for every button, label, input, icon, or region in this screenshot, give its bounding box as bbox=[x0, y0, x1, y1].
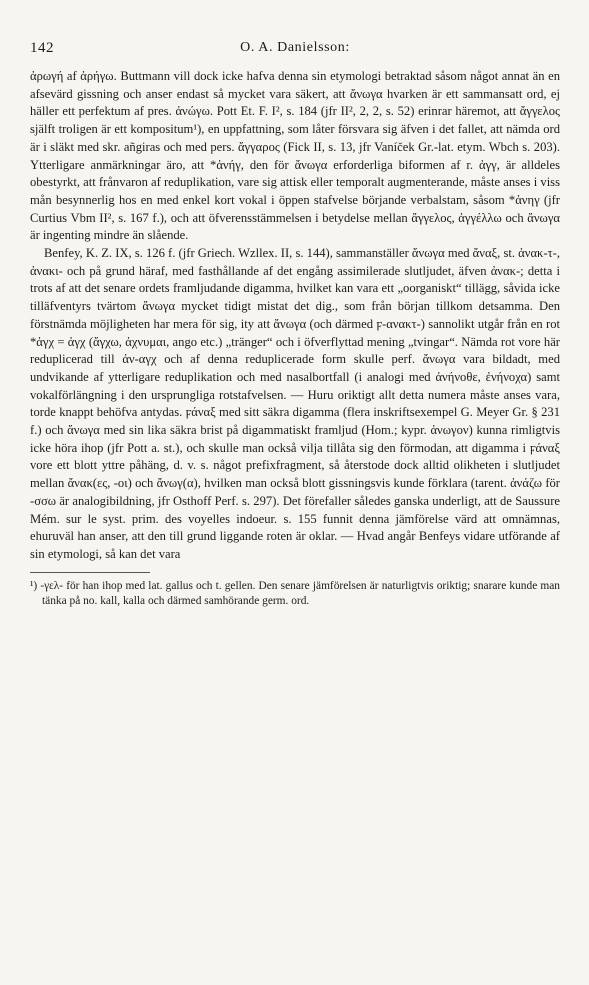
paragraph: ἀρωγή af ἀρήγω. Buttmann vill dock icke hafva denna sin etymologi betraktad såsom något annat än en afsevärd gissning och anser endast så mycket vara säkert, att ἄνωγα hvarken är ett sammansatt ord, ej häller ett perfektum af pres. ἀνώγω. Pott Et. F. I², s. 184 (jfr II², 2, 2, s. 52) erinrar häremot, att ἄγγελος själft troligen är ett kompositum¹), en uppfattning, som låter försvara sig äfven i det fallet, att nämda ord är i släkt med skr. añgiras och med pers. ἄγγαρος (Fick II, s. 13, jfr Vaníček Gr.-lat. etym. Wbch s. 203). Ytterligare anmärkningar äro, att *ἀνήγ, den för ἄνωγα erforderliga biformen af r. ἀγγ, är alldeles obestyrkt, att frånvaron af reduplikation, vare sig attisk eller temporalt augmenterande, måste anses i viss mån besynnerlig hos en med enkel kort vokal i öppen stafvelse börjande verbalstam, såsom *ἀνηγ (jfr Curtius Vbm II², s. 167 f.), och att öfverensstämmelsen i betydelse mellan ἄγγελος, ἀγγέλλω och ἄνωγα är ingenting mindre än slående. bbox=[30, 69, 560, 243]
footnote: ¹) -γελ- för han ihop med lat. gallus och t. gellen. Den senare jämförelsen är naturligtvis oriktig; snarare kunde man tänka på no. kall, kalla och därmed samhörande germ. ord. bbox=[30, 579, 560, 608]
page bbox=[30, 40, 560, 610]
body-text bbox=[30, 68, 560, 564]
page-header bbox=[30, 40, 560, 68]
paragraph: Benfey, K. Z. IX, s. 126 f. (jfr Griech. Wzllex. II, s. 144), sammanställer ἄνωγα med ἄναξ, st. ἀνακ-τ-, ἀνακι- och på grund häraf, med fasthållande af det engång assimilerade slutljudet, äfven ἀνακ-; detta i trots af att det senare ordets framljudande digamma, hvilket kan vara ett „oorganiskt“ tillägg, såvida icke tilläfventyrs tvärtom ἄνωγα mycket tidigt mistat det dig., som från början tillkom detsamma. Den förstnämda möjligheten har mera för sig, ity att ἄνωγα (och därmed ϝ-ανακτ-) sannolikt utgår från en rot *ἀγχ = ἀγχ (ἄγχω, ἀχνυμαι, ango etc.) „tränger“ och i öfverflyttad mening „tvingar“. Nämda rot vore här reduplicerad till ἀν-αγχ och af denna reduplicerade form skulle perf. ἄνωγα vara bildadt, med undvikande af ytterligare reduplikation och med nasalbortfall (i analogi med ἀνήνοθε, ἐνήνοχα) samt vokalförlängning i den ursprungliga rotstafvelsen. — Huru oriktigt allt detta numera måste anses vara, torde knappt behöfva antydas. ϝάναξ med sitt säkra digamma (flera inskriftsexempel G. Meyer Gr. § 231 f.) och ἄνωγα med sin lika säkra brist på digammatiskt framljud (Hom.; kypr. ἀνωγον) kunna rimligtvis icke höra ihop (jfr Pott a. st.), och skulle man också vilja tillåta sig den förmodan, att digamma i ϝάναξ vore ett blott yttre påhäng, d. v. s. något prefixfragment, så återstode dock alltid olikheten i slutljudet mellan ἄνακ(ες, -οι) och ἄνωγ(α), hvilken man också blott gissningsvis kunde förklara (tarent. ἀνάζω för -σσω är analogibildning, jfr Osthoff Perf. s. 297). Det förefaller således ganska underligt, att de Saussure Mém. sur le syst. prim. des voyelles indoeur. s. 155 funnit denna jämförelse värd att omnämnas, ehuruväl han anser, att den till grund liggande roten är oklar. — Hvad angår Benfeys vidare utförande af sin etymologi, så kan det vara bbox=[30, 246, 560, 561]
page-number: 142 bbox=[30, 40, 54, 56]
footnote-rule bbox=[30, 572, 150, 573]
running-title: O. A. Danielsson: bbox=[240, 40, 350, 55]
